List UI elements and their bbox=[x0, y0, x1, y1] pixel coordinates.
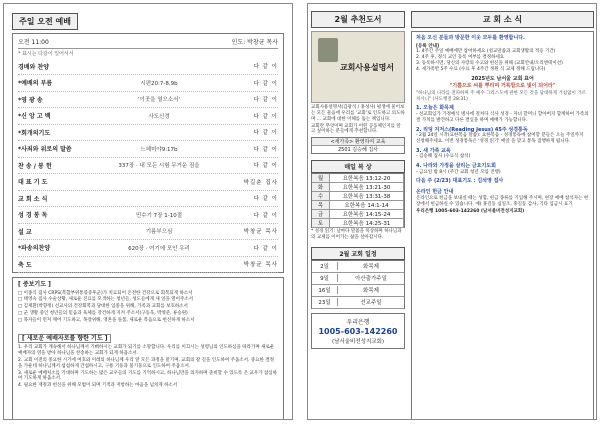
bible-text: 요한복음 13:21-30 bbox=[330, 183, 404, 191]
vision-list bbox=[18, 345, 278, 389]
bank-account: 1005-603-142260 bbox=[318, 326, 398, 336]
prayer-item: □ 목자들이 먼저 깨어 기도하고, 목장위해, 영혼을 돌봄, 새로운 복음으로 헌신하게 하소서 bbox=[18, 317, 195, 323]
sched-title: 2월 교회 일정 bbox=[311, 247, 405, 260]
worship-item-name: 대 표 기 도 bbox=[18, 179, 48, 187]
prayer-item: □ 태영숙 집사 수술상황, 새로운 진료를 모색하는 청년들, 성도들에게 새 일을 열어주소서 bbox=[18, 297, 193, 303]
worship-item-detail: 사도신경 bbox=[148, 113, 170, 120]
prayer-item: □ 이종식 집사 CRPS(복합부위통증증후군)가 치료되어 온전한 건강으로 회복되게 하소서 bbox=[18, 290, 193, 296]
notice-item bbox=[416, 127, 589, 145]
worship-item-name: *회개의기도 bbox=[18, 129, 51, 137]
book-desc: 교회사용설명서(김광석 / 홍성사) 평생에 물어보는 모든 물음에 우리를 '교회'로 인도하고 의도하며 ... 교회에 대한 이해를 돕는 책입니다. bbox=[311, 105, 405, 122]
worship-item-name: *영 광 송 bbox=[18, 96, 43, 104]
online-account: 우리은행 1005-603-142260 (남서울비전성지교회) bbox=[416, 209, 525, 215]
worship-order-list bbox=[18, 59, 278, 274]
worship-row bbox=[18, 158, 278, 175]
notice-heading: 다음 주 (2/23) 대표기도 : 김석영 집사 bbox=[416, 178, 504, 185]
worship-row bbox=[18, 141, 278, 158]
bulletin-page-right bbox=[307, 3, 597, 420]
prayer-item: □ 김재환(박향정) 선교사의 건강회복과 당대한 임중을 위해, 가족과 교회를 보호하소서 bbox=[18, 304, 188, 310]
bible-table bbox=[311, 173, 405, 228]
bible-day: 목 bbox=[312, 201, 330, 209]
notice-heading: 3. 새 가족 교육 bbox=[416, 147, 451, 154]
bible-text: 요한복음 14:15-24 bbox=[330, 210, 404, 218]
worship-item-performer: 다 같 이 bbox=[253, 245, 278, 252]
worship-item-detail: 기름부으심 bbox=[145, 229, 173, 236]
bank-title: 우리은행 bbox=[346, 318, 370, 326]
worship-item-performer: 박길춘 집사 bbox=[243, 179, 278, 186]
worship-item-performer: 박창균 목사 bbox=[243, 262, 278, 269]
online-title: 온라인 헌금 안내 bbox=[416, 188, 454, 195]
worship-leader: 인도: 박창균 목사 bbox=[231, 39, 278, 46]
worship-row bbox=[18, 257, 278, 274]
schedule-row bbox=[312, 285, 404, 297]
schedule-event: 화목제 bbox=[363, 288, 379, 295]
registration-item: 4. 새가족반 5주 수료 (수료 후 4주간 정원 식 교제 정해 드립니다) bbox=[416, 66, 546, 72]
schedule-date: 23일 bbox=[312, 298, 338, 306]
bible-text: 요한복음 13:12-20 bbox=[330, 174, 404, 182]
bible-day: 월 bbox=[312, 174, 330, 182]
bible-text: 요한복음 14:25-31 bbox=[330, 219, 404, 227]
worship-item-name: 설 교 bbox=[18, 228, 32, 236]
new-family-box bbox=[311, 137, 405, 154]
worship-item-performer: 다 같 이 bbox=[253, 64, 278, 71]
mark-note: * 표시는 다같이 일어서서 bbox=[18, 51, 74, 57]
bible-text: 요한복음 14:1-14 bbox=[330, 201, 404, 209]
schedule-date: 9일 bbox=[312, 274, 338, 282]
book-cover-title: 교회사용설명서 bbox=[339, 62, 395, 72]
bible-day: 금 bbox=[312, 210, 330, 218]
notice-body: - 선교회입가 가정예식 병사에 걸쳐다 식사 성경 - 자녀 할머니 할아버지 함께하여 가족의 결 가치를 발견하고 다른 결심을 하며 예배가 가능합니다. bbox=[416, 111, 589, 123]
worship-item-performer: 다 같 이 bbox=[253, 97, 278, 104]
notice-item bbox=[416, 178, 589, 185]
vision-item: 1. 우리 교회가 계속해서 하나님께서 기뻐하시는 교회가 되기를 소망합니다. 우리를 이끄시는 성령님의 인도하심을 따라가며 새로운 예배자의 영을 받아 하나님을 찬송하는 교회가 되게 하옵소서. bbox=[18, 345, 275, 357]
notice-item bbox=[416, 148, 589, 160]
welcome-text: 처음 오신 분들과 방문한 이웃 모두를 환영합니다. bbox=[416, 35, 525, 41]
worship-item-detail: 337장 · 내 모든 시험 무거운 짐을 bbox=[118, 163, 200, 170]
book-cover bbox=[311, 31, 405, 103]
notice-list bbox=[416, 105, 589, 185]
worship-time: 오전 11:00 bbox=[18, 39, 49, 46]
vision-title: [ 새로운 예배자로를 향한 기도 ] bbox=[18, 334, 111, 344]
worship-item-performer: 다 같 이 bbox=[253, 163, 278, 170]
worship-order-box bbox=[12, 33, 284, 273]
bank-name: (남서울비전성지교회) bbox=[331, 338, 385, 345]
worship-row bbox=[18, 174, 278, 191]
worship-row bbox=[18, 75, 278, 92]
notice-heading: 2. 리딩 지저스(Reading Jesus) 45주 성경통독 bbox=[416, 126, 528, 133]
worship-item-performer: 다 같 이 bbox=[253, 146, 278, 153]
worship-item-name: 축 도 bbox=[18, 261, 32, 269]
bible-day: 토 bbox=[312, 219, 330, 227]
worship-row bbox=[18, 207, 278, 224]
bible-text: 요한복음 13:31-38 bbox=[330, 192, 404, 200]
new-family-val: 2501 김승혜 집사 bbox=[337, 147, 379, 154]
prayer-box bbox=[12, 277, 284, 420]
schedule-row bbox=[312, 261, 404, 273]
motto: "기쁨으로 씨를 뿌리며 거룩함으로 빛이 되어라" bbox=[449, 83, 556, 90]
worship-item-performer: 다 같 이 bbox=[253, 196, 278, 203]
bible-row bbox=[312, 192, 404, 201]
worship-item-name: *예배의 부름 bbox=[18, 80, 53, 88]
schedule-row bbox=[312, 297, 404, 309]
notice-item bbox=[416, 163, 589, 175]
bible-row bbox=[312, 201, 404, 210]
schedule-table bbox=[311, 260, 405, 309]
registration-item: 2. 4주 후, 정식 교인 등록 여부를 결정하세요 bbox=[416, 55, 505, 61]
bible-row bbox=[312, 219, 404, 228]
registration-item: 3. 등록하시면, 당신의 사랑의 수고와 헌신을 위해 (교회안내/오리엔테이션) bbox=[416, 61, 563, 67]
book-illustration-icon bbox=[318, 38, 338, 62]
vision-item: 4. 필요한 재정과 헌신을 위해 모범이 되며 기적과 저항하는 마음을 넘치게 하소서 bbox=[18, 383, 178, 389]
notice-item bbox=[416, 105, 589, 123]
bible-title: 매일 복 상 bbox=[311, 160, 405, 173]
notice-body: - 김승혜 집사 (수료식 참석) bbox=[416, 154, 471, 160]
worship-item-name: 성 경 봉 독 bbox=[18, 212, 48, 220]
worship-item-name: *신 앙 고 백 bbox=[18, 113, 51, 121]
motto-note: "하나님의 나라를 전파하며 주 예수 그리스도에 관한 모든 것을 담대하게 거침없이 가르치시니" (사도행전 28:31) bbox=[416, 90, 586, 102]
worship-item-name: 경배와 찬양 bbox=[18, 63, 50, 71]
worship-item-detail: '이곳을 열으소서' bbox=[138, 97, 180, 104]
worship-row bbox=[18, 125, 278, 142]
worship-item-name: 찬 송 / 봉 헌 bbox=[18, 162, 52, 170]
worship-item-performer: 다 같 이 bbox=[253, 130, 278, 137]
registration-list bbox=[416, 49, 589, 72]
schedule-event: 아산출가주일 bbox=[355, 276, 387, 283]
worship-row bbox=[18, 224, 278, 241]
book-title: 2월 추천도서 bbox=[311, 11, 405, 28]
worship-item-name: 교 회 소 식 bbox=[18, 195, 48, 203]
worship-item-performer: 다 같 이 bbox=[253, 113, 278, 120]
worship-row bbox=[18, 240, 278, 257]
notice-body: - 2월 24일 시작(요한복음 말씀): 요한복음 - 성경통독에 참여할 분들은 오늘 주일까지 신청해주세요. 이번 성경통독은 '성경 읽기' 매일 을 맞고 통독 집행하게 됩니다. bbox=[416, 133, 584, 144]
worship-item-detail: 민수기 7장 1-10절 bbox=[135, 212, 183, 219]
bible-note: * 성경 읽기: 날마다 말씀을 묵상하며 하나님과의 교제를 이어가는 삶을 살아갑시다. bbox=[311, 229, 402, 241]
notice-heading: 1. 오늘은 화목제 bbox=[416, 105, 454, 112]
worship-title: 주일 오전 예배 bbox=[12, 13, 78, 30]
bible-day: 수 bbox=[312, 192, 330, 200]
worship-row bbox=[18, 59, 278, 76]
online-text: 온라인으로 헌금을 보내실 때는 성함, 헌금 종류를 기입해 주시며, 현장 예배 참석자는 현장에서 헌금하실 수 있습니다. 예) 홍길동 십일조, 홍길동 감사, 기타 입금시 표기 bbox=[416, 196, 589, 208]
worship-item-name: *사죄와 위로의 말씀 bbox=[18, 146, 72, 154]
worship-row bbox=[18, 92, 278, 109]
prayer-title: [ 중보기도 ] bbox=[18, 281, 51, 288]
worship-item-performer: 다 같 이 bbox=[253, 80, 278, 87]
notice-body: - 금요일 밤 8시 (주간 교회 청년 모임 진행) bbox=[416, 169, 501, 175]
worship-item-detail: 시편20:7-8,9b bbox=[140, 80, 178, 87]
registration-item: 1. 4주간 주일 예배에만 참여하세요 (설교말씀과 교회생활의 적응 기간) bbox=[416, 49, 556, 55]
bible-row bbox=[312, 183, 404, 192]
prayer-list bbox=[18, 291, 278, 324]
new-family-head: <새가족> 환영하여 교육 bbox=[312, 138, 404, 146]
vision-item: 3. 새로운 예배처소를 기대하며 기도하는 많은 교우들의 기도를 기억하시고, 하나님만을 의지하며 준비할 수 있도록 온 교우가 참심하여 기도하게 하옵소서. bbox=[18, 370, 277, 382]
news-title: 교 회 소 식 bbox=[411, 11, 594, 28]
reg-title: [등록 안내] bbox=[416, 43, 440, 49]
worship-item-detail: 620장 · 여기에 모인 우리 bbox=[128, 245, 190, 252]
bible-row bbox=[312, 174, 404, 183]
worship-row bbox=[18, 191, 278, 208]
worship-item-performer: 박창균 목사 bbox=[243, 229, 278, 236]
worship-row bbox=[18, 108, 278, 125]
bible-day: 화 bbox=[312, 183, 330, 191]
bulletin-page-left bbox=[3, 3, 293, 420]
prayer-item: □ 군 생활 중인 청년들의 믿음과 육체를 강건하게 지켜 주소서(구동욱, 박영준, 류승원) bbox=[18, 311, 188, 317]
vision-item: 2. 교회 이전의 중요한 시기에 여호와 이레의 하나님께 우리 앞 모든 과정을 맡기며, 교회의 갈 길을 인도하여 주옵소서. 중요한 결정을 가운데 하나님께서 섭섭하게 간섭하시고, 구룡 기둥과 불기둥으로 인도하여 주옵소서. bbox=[18, 357, 275, 369]
worship-item-performer: 다 같 이 bbox=[253, 212, 278, 219]
schedule-date: 2일 bbox=[312, 262, 338, 270]
news-box bbox=[411, 31, 594, 420]
schedule-event: 선교주일 bbox=[360, 300, 382, 307]
year-head: 2025년도 남서울 교회 표어 bbox=[471, 75, 534, 82]
schedule-date: 16일 bbox=[312, 286, 338, 294]
notice-heading: 4. 나라와 가정을 살리는 금요기도회 bbox=[416, 163, 496, 170]
schedule-event: 화목제 bbox=[363, 264, 379, 271]
bank-box bbox=[311, 313, 405, 349]
book-desc2: 교회란 무엇이며 교회가 어떤 공동체인지를 알고 싶어하는 분들에게 추천합니다. bbox=[311, 123, 401, 135]
schedule-row bbox=[312, 273, 404, 285]
worship-item-detail: 느헤미야9:17b bbox=[140, 146, 178, 153]
bible-row bbox=[312, 210, 404, 219]
worship-item-name: *파송의찬양 bbox=[18, 245, 51, 253]
